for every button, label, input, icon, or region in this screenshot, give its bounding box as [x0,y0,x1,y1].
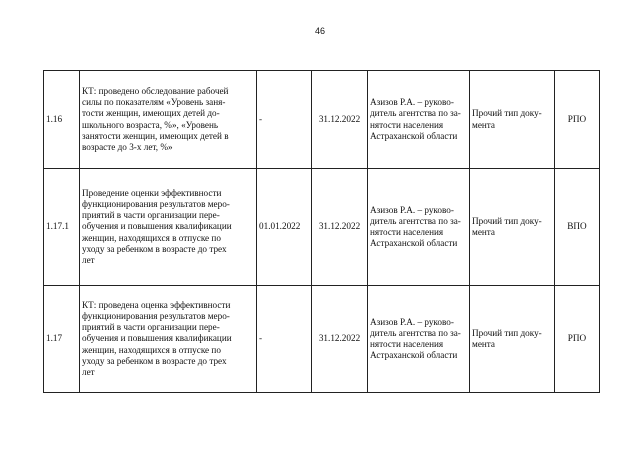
responsible-text-line: Азизов Р.А. – руково- [370,316,454,327]
responsible-text-line: Азизов Р.А. – руково- [370,97,454,108]
responsible-text-line: дитель агентства по за- [370,215,461,226]
responsible-text-line: Астраханской области [370,238,458,249]
start-date: - [259,333,263,344]
event-text-line: возрасте до 3-х лет, %» [82,141,173,152]
end-date-cell [312,286,368,393]
end-date-cell [312,71,368,169]
event-text-line: приятий в части организации пере- [82,322,220,333]
responsible-cell [368,286,470,393]
event-text-line: занятости женщин, имеющих детей в [82,130,229,141]
responsible-text-line: нятости населения [370,119,444,130]
event-text-line: женщин, находящихся в отпуске по [82,232,221,243]
end-date-cell [312,169,368,286]
row-number: 1.17.1 [46,221,69,232]
page-number: 46 [314,26,325,36]
start-date: 01.01.2022 [259,221,301,232]
document-type-cell [470,71,555,169]
row-number-cell [44,169,80,286]
end-date: 31.12.2022 [318,333,361,344]
event-text-line: Проведение оценки эффективности [82,187,222,198]
document-type-line: Прочий тип доку- [472,327,542,338]
event-text-line: лет [82,255,95,265]
event-text-line: лет [82,367,95,377]
event-cell [80,286,257,393]
table-row [44,71,600,169]
event-text-line: тости женщин, имеющих детей до- [82,108,220,119]
control-level: РПО [567,113,587,124]
table-row [44,286,600,393]
plan-table [43,70,600,393]
event-text-line: уходу за ребенком в возрасте до трех [82,355,227,366]
responsible-text-line: дитель агентства по за- [370,327,461,338]
event-text-line: функционирования результатов меро- [82,310,230,321]
document-type-cell [470,286,555,393]
document-type-line: Прочий тип доку- [472,215,542,226]
control-level-cell [555,71,600,169]
event-text-line: школьного возраста, %», «Уровень [82,119,219,130]
document-type-line: мента [472,339,496,349]
document-type-cell [470,169,555,286]
event-text-line: функционирования результатов меро- [82,198,230,209]
responsible-text-line: дитель агентства по за- [370,108,461,119]
start-date: - [259,113,263,124]
event-text-line: КТ: проведено обследование рабочей [82,85,229,96]
event-cell [80,169,257,286]
responsible-text-line: нятости населения [370,227,444,237]
responsible-text-line: Азизов Р.А. – руково- [370,204,454,215]
control-level-cell [555,169,600,286]
document-type-line: мента [472,227,496,237]
responsible-text-line: Астраханской области [370,130,458,141]
document-type-line: Прочий тип доку- [472,108,542,119]
start-date-cell [257,169,312,286]
responsible-text-line: Астраханской области [370,350,458,361]
control-level: ВПО [567,221,587,232]
control-level: РПО [567,333,587,344]
event-text-line: уходу за ребенком в возрасте до трех [82,243,227,254]
event-text-line: силы по показателям «Уровень заня- [82,97,226,108]
row-number-cell [44,71,80,169]
document-type-line: мента [472,119,496,130]
start-date-cell [257,71,312,169]
event-text-line: обучения и повышения квалификации [82,333,232,344]
control-level-cell [555,286,600,393]
event-text-line: обучения и повышения квалификации [82,221,232,232]
end-date: 31.12.2022 [318,221,361,232]
table-row [44,169,600,286]
responsible-cell [368,71,470,169]
responsible-text-line: нятости населения [370,339,444,349]
event-cell [80,71,257,169]
end-date: 31.12.2022 [318,113,361,124]
responsible-cell [368,169,470,286]
table-body [44,71,600,393]
event-text-line: КТ: проведена оценка эффективности [82,299,231,310]
row-number: 1.17 [46,333,63,344]
event-text-line: женщин, находящихся в отпуске по [82,344,221,355]
event-text-line: приятий в части организации пере- [82,210,220,221]
start-date-cell [257,286,312,393]
row-number-cell [44,286,80,393]
row-number: 1.16 [46,113,63,124]
